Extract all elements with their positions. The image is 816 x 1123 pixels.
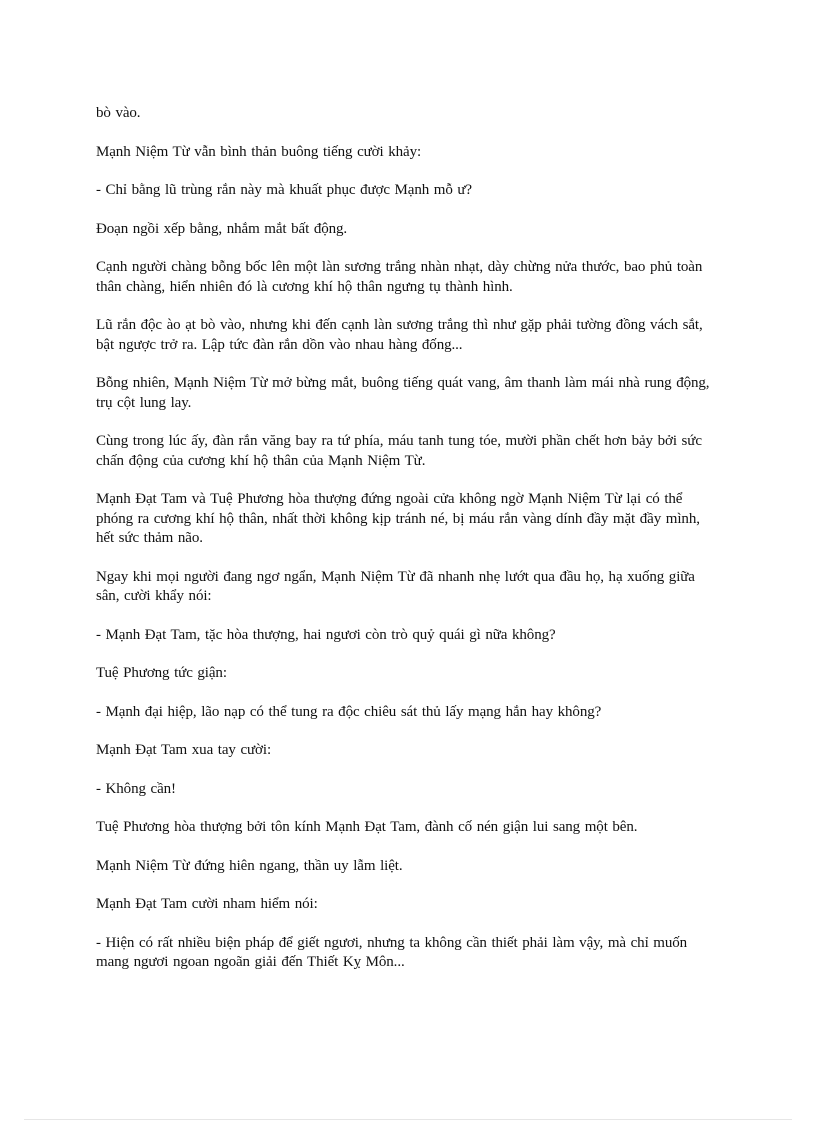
paragraph: Mạnh Đạt Tam xua tay cười: [96, 742, 272, 758]
paragraph: Tuệ Phương tức giận: [96, 665, 227, 681]
paragraph: Mạnh Niệm Từ đứng hiên ngang, thần uy lẫm liệt. [96, 857, 403, 874]
paragraph: Mạnh Đạt Tam cười nham hiểm nói: [96, 896, 318, 912]
paragraph: Đoạn ngồi xếp bằng, nhắm mắt bất động. [96, 220, 348, 237]
paragraph: bò vào. [96, 105, 141, 121]
paragraph: Bỗng nhiên, Mạnh Niệm Từ mở bừng mắt, buông tiếng quát vang, âm thanh làm mái nhà rung động, trụ cột lung lay. [96, 375, 710, 411]
paragraph: Cạnh người chàng bỗng bốc lên một làn sương trắng nhàn nhạt, dày chừng nửa thước, bao phủ toàn thân chàng, hiển nhiên đó là cương khí hộ thân ngưng tụ thành hình. [96, 259, 703, 295]
page-bottom-edge [24, 1119, 792, 1120]
paragraph: - Không cần! [96, 780, 176, 797]
paragraph: Lũ rắn độc ào ạt bò vào, nhưng khi đến cạnh làn sương trắng thì như gặp phải tường đồng vách sắt, bật ngược trở ra. Lập tức đàn rắn dồn vào nhau hàng đống... [96, 317, 703, 353]
paragraph: - Chỉ bằng lũ trùng rắn này mà khuất phục được Mạnh mỗ ư? [96, 182, 472, 198]
paragraph: Cùng trong lúc ấy, đàn rắn văng bay ra tứ phía, máu tanh tung tóe, mười phần chết hơn bảy bởi sức chấn động của cương khí hộ thân của Mạnh Niệm Từ. [96, 433, 702, 469]
paragraph: Ngay khi mọi người đang ngơ ngẩn, Mạnh Niệm Từ đã nhanh nhẹ lướt qua đầu họ, hạ xuống giữa sân, cười khẩy nói: [96, 568, 695, 604]
document-body [96, 104, 721, 973]
paragraph: - Hiện có rất nhiều biện pháp để giết ngươi, nhưng ta không cần thiết phải làm vậy, mà chỉ muốn mang ngươi ngoan ngoãn giải đến Thiết Kỵ Môn... [96, 934, 688, 970]
paragraph: - Mạnh Đạt Tam, tặc hòa thượng, hai ngươi còn trò quỷ quái gì nữa không? [96, 626, 556, 643]
paragraph: Mạnh Niệm Từ vẫn bình thản buông tiếng cười khảy: [96, 143, 422, 160]
paragraph: Tuệ Phương hòa thượng bởi tôn kính Mạnh Đạt Tam, đành cố nén giận lui sang một bên. [96, 819, 638, 835]
paragraph: Mạnh Đạt Tam và Tuệ Phương hòa thượng đứng ngoài cửa không ngờ Mạnh Niệm Từ lại có thể phóng ra cương khí hộ thân, nhất thời không kịp tránh né, bị máu rắn vàng dính đầy mặt đầy mình, hết sức thảm não. [96, 491, 700, 546]
paragraph: - Mạnh đại hiệp, lão nạp có thể tung ra độc chiêu sát thủ lấy mạng hắn hay không? [96, 703, 602, 720]
